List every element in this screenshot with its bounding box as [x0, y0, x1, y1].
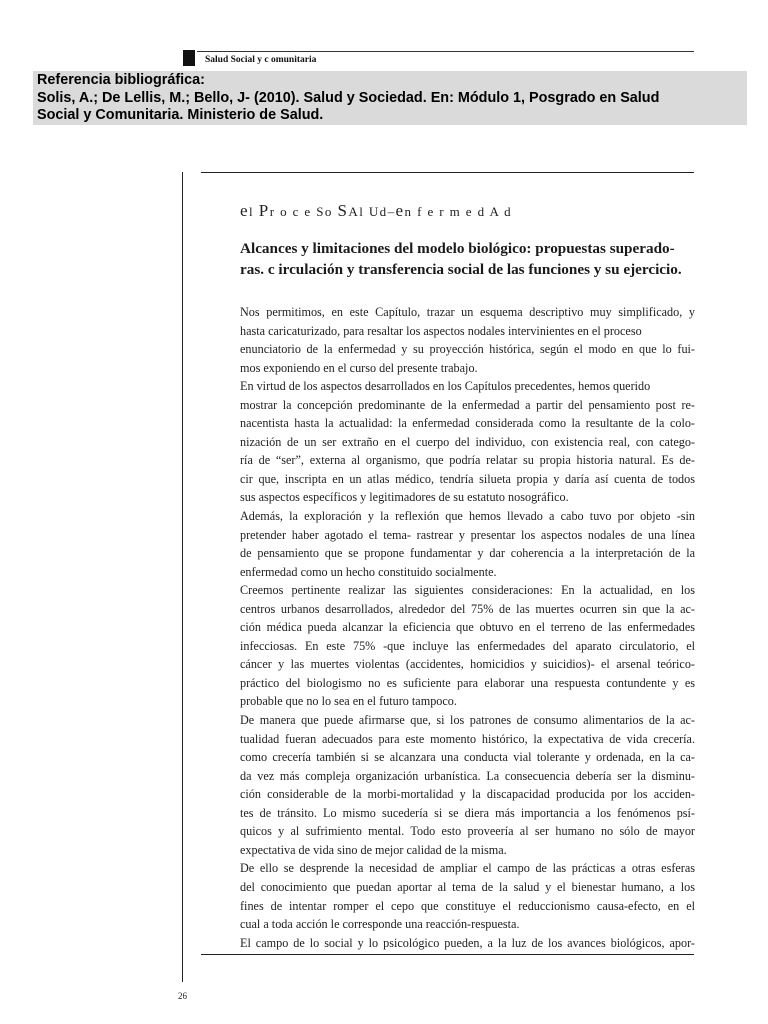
body-line: nización de un ser extraño en el cuerpo del individuo, con existencia real, con catego- — [240, 434, 695, 449]
body-line: como crecería también si se alcanzara una conducta vial tolerante y ordenada, en la ca- — [240, 750, 695, 765]
body-line: cual a toda acción le corresponde una reacción-respuesta. — [240, 917, 520, 932]
subtitle-line: ras. c irculación y transferencia social de las funciones y su ejercicio. — [240, 261, 682, 278]
body-line: pretender haber agotado el tema- rastrear y presentar los aspectos nodales de una línea — [240, 527, 695, 542]
body-line: probable que no lo sea en el futuro tampoco. — [240, 694, 457, 709]
header-marker-square — [183, 50, 195, 66]
body-line: ción médica pueda alcanzar la eficiencia que obtuvo en el terreno de las enfermedades — [240, 620, 695, 635]
body-line: enfermedad como un hecho constituido socialmente. — [240, 564, 497, 579]
chapter-title-part: e — [240, 201, 250, 220]
body-line: centros urbanos desarrollados, alrededor del 75% de las muertes ocurren sin que la ac- — [240, 601, 695, 616]
body-line: da vez más compleja organización urbanística. La consecuencia debería ser la disminu- — [240, 768, 695, 783]
body-line: mostrar la concepción predominante de la enfermedad a partir del pensamiento post re- — [240, 397, 695, 412]
body-line: En virtud de los aspectos desarrollados en los Capítulos precedentes, hemos querido — [240, 379, 651, 394]
body-line: expectativa de vida sino de mejor calidad de la misma. — [240, 842, 507, 857]
running-header — [183, 50, 694, 68]
body-line: ción considerable de la morbi-mortalidad y la discapacidad producida por los acciden- — [240, 787, 695, 802]
body-line: mos exponiendo en el curso del presente trabajo. — [240, 360, 478, 375]
body-line: cir que, inscripta en un atlas médico, tendría silueta propia y daría así cuenta de todos — [240, 471, 695, 486]
body-line: fines de intentar romper el cepo que constituye el reduccionismo causa-efecto, en el — [240, 898, 695, 913]
chapter-title-part: o — [324, 204, 338, 219]
chapter-top-rule — [201, 172, 694, 173]
subtitle-line: Alcances y limitaciones del modelo biológico: propuestas superado- — [240, 240, 675, 257]
header-rule — [197, 51, 694, 52]
body-line: Creemos pertinente realizar las siguientes consideraciones: En la actualidad, en los — [240, 583, 695, 598]
body-line: Nos permitimos, en este Capítulo, trazar un esquema descriptivo muy simplificado, y — [240, 305, 695, 319]
bibliographic-reference — [37, 72, 743, 125]
chapter-subtitle — [240, 238, 700, 280]
chapter-title — [240, 201, 512, 221]
body-line: del conocimiento que puedan aportar al tema de la salud y el bienestar humano, a los — [240, 879, 695, 894]
body-line: El campo de lo social y lo psicológico pueden, a la luz de los avances biológicos, apor- — [240, 935, 695, 950]
body-line: sus aspectos específicos y legitimadores de su estatuto nosográfico. — [240, 490, 569, 505]
left-margin-rule — [182, 172, 183, 982]
body-line: tualidad fueran adecuados para este momento histórico, la expectativa de vida crecería. — [240, 731, 695, 746]
body-line: de pensamiento que se propone fundamentar y dar coherencia a la interpretación de la — [240, 546, 695, 561]
body-line: infecciosas. En este 75% -que incluye las enfermedades del aparato circulatorio, el — [240, 638, 695, 653]
chapter-title-part: – — [387, 204, 396, 219]
body-line: cáncer y las muertes violentas (accidentes, homicidios y suicidios)- el arsenal teórico- — [240, 657, 695, 672]
reference-line: Solis, A.; De Lellis, M.; Bello, J- (2010). Salud y Sociedad. En: Módulo 1, Posgrado en Salud — [37, 89, 660, 106]
chapter-title-part: n f e r m e d A d — [404, 204, 513, 219]
bottom-rule — [201, 954, 694, 955]
running-header-text: Salud Social y c omunitaria — [205, 55, 317, 65]
body-line: nacentista hasta la actualidad: la enfermedad considerada como la resultante de la colo- — [240, 416, 695, 431]
body-line: quicos y al sufrimiento mental. Todo esto proveería al ser humano no sólo de mayor — [240, 824, 695, 839]
reference-line: Social y Comunitaria. Ministerio de Salud. — [37, 107, 324, 124]
chapter-title-part: l — [249, 204, 259, 219]
reference-heading: Referencia bibliográfica: — [37, 72, 205, 88]
body-line: ría de “ser”, externa al organismo, que podría relatar su propia historia natural. Es de- — [240, 453, 695, 468]
chapter-title-part: S — [337, 201, 349, 220]
body-line: De manera que puede afirmarse que, si los patrones de consumo alimentarios de la ac- — [240, 713, 695, 728]
bibliographic-reference-box — [33, 71, 747, 125]
body-line: práctico del biologismo no es suficiente para elaborar una respuesta contundente y es — [240, 675, 695, 690]
page-number: 26 — [178, 991, 187, 1001]
body-line: hasta caricaturizado, para resaltar los aspectos nodales intervinientes en el proceso — [240, 323, 642, 338]
body-text — [240, 303, 695, 952]
body-line: Además, la exploración y la reflexión que hemos llevado a cabo tuvo por objeto -sin — [240, 509, 695, 524]
body-line: De ello se desprende la necesidad de ampliar el campo de las prácticas a otras esferas — [240, 861, 695, 876]
body-line: tes de tránsito. Lo mismo sucedería si se diera más importancia a los fenómenos psí- — [240, 805, 695, 820]
body-line: enunciatorio de la enfermedad y su proyección histórica, según el modo en que lo fui- — [240, 342, 695, 357]
chapter-title-part: P — [258, 201, 270, 220]
chapter-title-part: r o c e S — [269, 204, 325, 219]
chapter-title-part: e — [395, 201, 405, 220]
chapter-title-part: Al Ud — [348, 204, 388, 219]
